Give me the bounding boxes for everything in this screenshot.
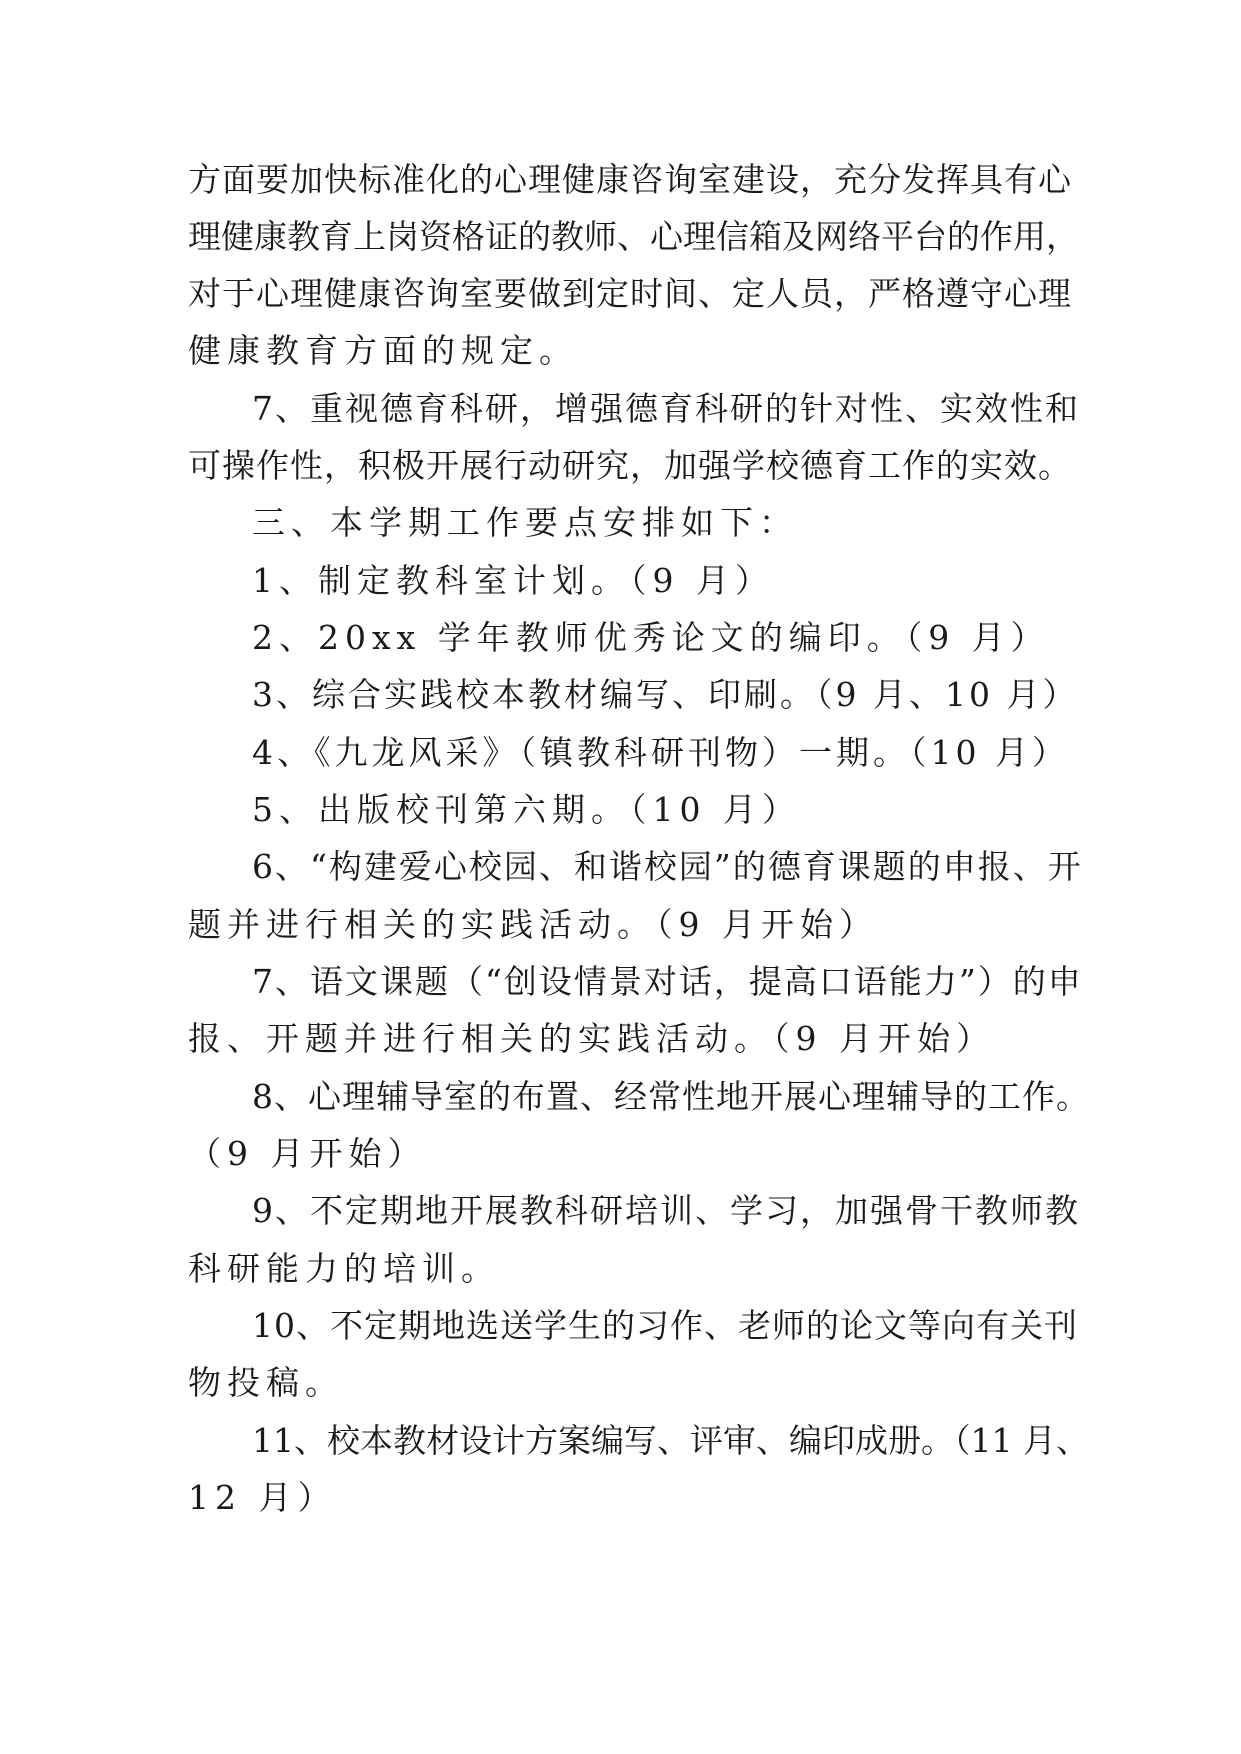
text-line: 1、制定教科室计划。（9 月）: [252, 561, 774, 600]
text-line: 健康教育方面的规定。: [188, 331, 578, 370]
text-line: 2、20xx 学年教师优秀论文的编印。（9 月）: [252, 618, 1050, 657]
text-line: 6、“构建爱心校园、和谐校园”的德育课题的申报、开: [252, 847, 1083, 886]
text-line: 报、开题并进行相关的实践活动。（9 月开始）: [188, 1019, 995, 1058]
text-line: 11、校本教材设计方案编写、评审、编印成册。（11 月、: [252, 1421, 1089, 1460]
text-line: 物投稿。: [188, 1363, 344, 1402]
text-line: 7、语文课题（“创设情景对话，提高口语能力”）的申: [252, 962, 1083, 1001]
text-line: 对于心理健康咨询室要做到定时间、定人员，严格遵守心理: [188, 274, 1072, 313]
text-line: 理健康教育上岗资格证的教师、心理信箱及网络平台的作用，: [188, 217, 1079, 256]
text-line: （9 月开始）: [188, 1134, 427, 1173]
text-line: 3、综合实践校本教材编写、印刷。（9 月、10 月）: [252, 675, 1079, 714]
text-line: 方面要加快标准化的心理健康咨询室建设，充分发挥具有心: [188, 160, 1072, 199]
text-line: 7、重视德育科研，增强德育科研的针对性、实效性和: [252, 389, 1080, 428]
text-line: 9、不定期地开展教科研培训、学习，加强骨干教师教: [252, 1191, 1080, 1230]
section-heading: 三、本学期工作要点安排如下：: [252, 503, 798, 542]
text-line: 10、不定期地选送学生的习作、老师的论文等向有关刊: [252, 1306, 1078, 1345]
text-line: 5、出版校刊第六期。（10 月）: [252, 790, 801, 829]
text-line: 题并进行相关的实践活动。（9 月开始）: [188, 905, 878, 944]
text-line: 可操作性，积极开展行动研究，加强学校德育工作的实效。: [188, 446, 1072, 485]
text-line: 4、《九龙风采》（镇教科研刊物）一期。（10 月）: [252, 733, 1069, 772]
text-line: 8、心理辅导室的布置、经常性地开展心理辅导的工作。: [252, 1077, 1090, 1116]
text-line: 12 月）: [188, 1478, 337, 1517]
text-line: 科研能力的培训。: [188, 1249, 500, 1288]
